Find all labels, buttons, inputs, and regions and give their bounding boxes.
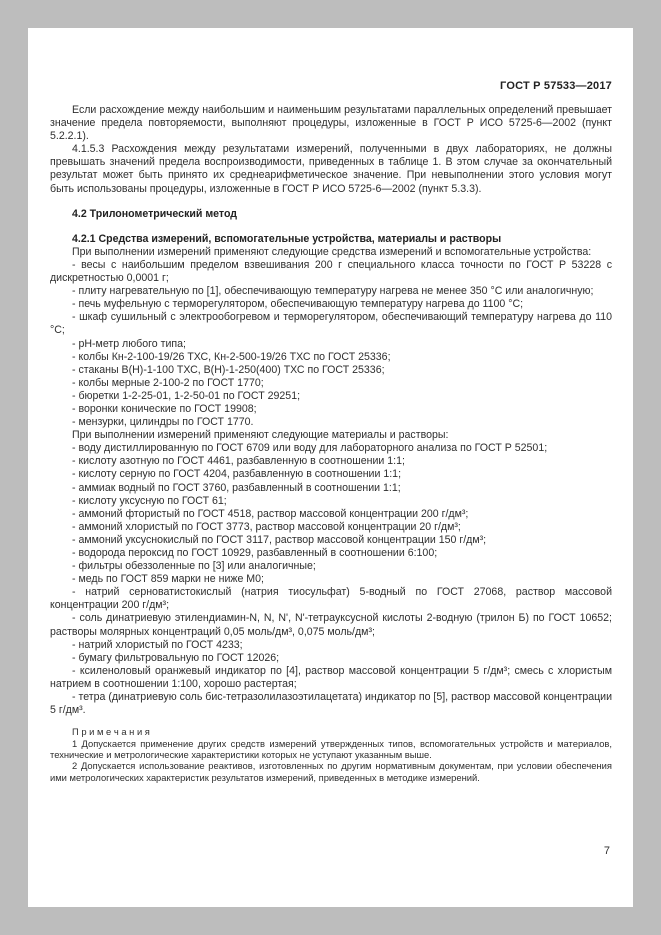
doc-list-15: - мензурки, цилиндры по ГОСТ 1770. [72, 416, 254, 429]
doc-list-17: - воду дистиллированную по ГОСТ 6709 или воду для лабораторного анализа по ГОСТ Р 52501; [72, 442, 548, 455]
doc-list-26: - фильтры обеззоленные по [3] или аналогичные; [72, 560, 316, 573]
doc-list-25: - водорода пероксид по ГОСТ 10929, разбавленный в соотношении 6:100; [72, 547, 438, 559]
doc-list-11: - стаканы В(Н)-1-100 ТХС, В(Н)-1-250(400) ТХС по ГОСТ 25336; [72, 363, 385, 376]
doc-list-23: - аммоний хлористый по ГОСТ 3773, раствор массовой концентрации 20 г/дм³; [72, 520, 461, 533]
doc-list-12: - колбы мерные 2-100-2 по ГОСТ 1770; [72, 376, 264, 389]
doc-list-28: - натрий серноватистокислый (натрия тиосульфат) 5-водный по ГОСТ 27068, раствор массовой концентрации 200 г/дм³; [50, 586, 612, 612]
doc-list-18: - кислоту азотную по ГОСТ 4461, разбавленную в соотношении 1:1; [72, 455, 405, 468]
document-body [50, 104, 612, 783]
doc-list-32: - ксиленоловый оранжевый индикатор по [4], раствор массовой концентрации 5 г/дм³; смесь с хлористым натрием в соотношении 1:100, хорошо растертая; [50, 664, 612, 690]
doc-list-29: - соль динатриевую этилендиамин-N, N, N', N'-тетрауксусной кислоты 2-водную (трилон Б) по ГОСТ 10652; растворы молярных концентраций 0,05 моль/дм³, 0,075 моль/дм³; [50, 612, 612, 638]
doc-list-5: - весы с наибольшим пределом взвешивания 200 г специального класса точности по ГОСТ Р 53228 с дискретностью 0,0001 г; [50, 258, 612, 285]
doc-list-22: - аммоний фтористый по ГОСТ 4518, раствор массовой концентрации 200 г/дм³; [72, 507, 469, 520]
doc-heading-2: 4.2 Трилонометрический метод [72, 207, 238, 220]
doc-list-30: - натрий хлористый по ГОСТ 4233; [72, 638, 243, 651]
doc-list-14: - воронки конические по ГОСТ 19908; [72, 402, 257, 415]
doc-list-33: - тетра (динатриевую соль бис-тетразолилазоэтилацетата) индикатор по [5], раствор массовой концентрации 5 г/дм³. [50, 691, 613, 717]
doc-list-31: - бумагу фильтровальную по ГОСТ 12026; [72, 651, 280, 664]
doc-para-16: При выполнении измерений применяют следующие материалы и растворы: [72, 429, 449, 442]
doc-note-36: 2 Допускается использование реактивов, изготовленных по другим нормативным документам, при условии обеспечения ими метрологических характеристик результатов измерений, приведенных в методике измерений. [50, 760, 612, 783]
doc-list-7: - печь муфельную с терморегулятором, обеспечивающую температуру нагрева до 1100 °С; [72, 298, 524, 311]
doc-list-9: - рН-метр любого типа; [72, 337, 186, 350]
doc-list-19: - кислоту серную по ГОСТ 4204, разбавленную в соотношении 1:1; [72, 468, 402, 481]
doc-list-21: - кислоту уксусную по ГОСТ 61; [72, 494, 227, 507]
page-number: 7 [603, 845, 610, 857]
doc-list-20: - аммиак водный по ГОСТ 3760, разбавленный в соотношении 1:1; [72, 481, 401, 494]
doc-list-10: - колбы Кн-2-100-19/26 ТХС, Кн-2-500-19/26 ТХС по ГОСТ 25336; [72, 350, 391, 363]
document-page [28, 28, 633, 907]
doc-list-27: - медь по ГОСТ 859 марки не ниже М0; [72, 573, 264, 586]
doc-list-8: - шкаф сушильный с электрообогревом и терморегулятором, обеспечивающий температуру нагрева до 110 °С; [50, 311, 612, 337]
doc-list-13: - бюретки 1-2-25-01, 1-2-50-01 по ГОСТ 29251; [72, 389, 301, 402]
doc-para-0: Если расхождение между наибольшим и наименьшим результатами параллельных определений превышает значение предела повторяемости, выполняют процедуры, изложенные в ГОСТ Р ИСО 5725-6—2002 (пункт 5.2.2.1). [50, 104, 612, 143]
document-header: ГОСТ Р 57533—2017 [500, 80, 612, 92]
doc-list-24: - аммоний уксуснокислый по ГОСТ 3117, раствор массовой концентрации 150 г/дм³; [72, 533, 487, 546]
doc-note-35: 1 Допускается применение других средств измерений утвержденных типов, вспомогательных устройств и материалов, технические и метрологические характеристики которых не уступают указанным выше. [50, 737, 612, 761]
doc-para-1: 4.1.5.3 Расхождения между результатами измерений, полученными в двух лабораториях, не должны превышать значений предела воспроизводимости, приведенных в таблице 1. В этом случае за окончательный результат может быть принято их среднеарифметическое значение. При невыполнении этого условия могут быть использованы процедуры, изложенные в ГОСТ Р ИСО 5725-6—2002 (пункт 5.3.3). [50, 143, 612, 195]
doc-list-6: - плиту нагревательную по [1], обеспечивающую температуру нагрева не менее 350 °С или аналогичную; [72, 285, 594, 298]
doc-note-title-34: П р и м е ч а н и я [72, 726, 150, 738]
doc-heading-3: 4.2.1 Средства измерений, вспомогательные устройства, материалы и растворы [72, 232, 502, 245]
doc-para-4: При выполнении измерений применяют следующие средства измерений и вспомогательные устройства: [72, 245, 592, 258]
